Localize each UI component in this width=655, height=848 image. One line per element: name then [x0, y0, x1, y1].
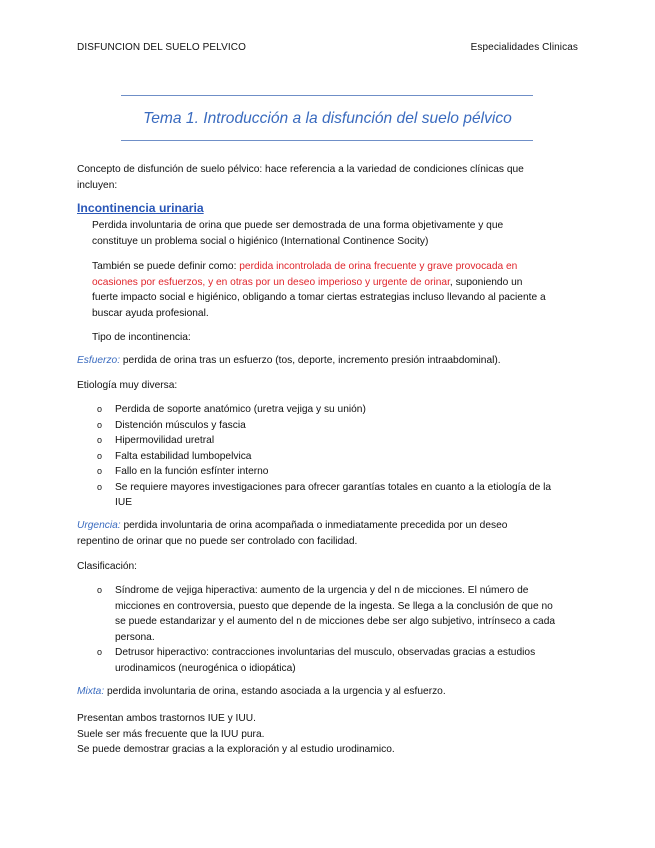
title-rule-bottom [121, 140, 533, 141]
urgencia-label: Urgencia: [77, 520, 121, 531]
etiologia-list [93, 402, 579, 511]
list-item: o Falta estabilidad lumbopelvica [93, 449, 579, 465]
tipo-label: Tipo de incontinencia: [92, 332, 191, 343]
page-title: Tema 1. Introducción a la disfunción del suelo pélvico [143, 110, 512, 127]
urgencia-paragraph [77, 518, 577, 549]
clasificacion-list [93, 583, 579, 676]
header-right: Especialidades Clinicas [470, 42, 578, 53]
list-item: o Síndrome de vejiga hiperactiva: aumento de la urgencia y del n de micciones. El número de micciones en controversia, puesto que depende de la ingesta. Se llega a la conclusión de que no se puede estandarizar y el aumento del n de micciones debe ser algo subjetivo, intrínseco a cada persona. [97, 585, 556, 643]
clasificacion-label: Clasificación: [77, 561, 138, 572]
mixta-paragraph [77, 684, 577, 700]
definition-paragraph [92, 218, 577, 249]
list-item: o Distención músculos y fascia [93, 418, 579, 434]
closing-paragraph [77, 711, 577, 758]
bullet-icon: o [97, 419, 103, 430]
definition-line-1: Perdida involuntaria de orina que puede ser demostrada de una forma objetivamente y que [92, 220, 504, 231]
alt-definition-highlight-2: ocasiones por esfuerzos, y en otras por un deseo imperioso y urgente de orinar [92, 276, 450, 288]
section-heading: Incontinencia urinaria [77, 201, 204, 215]
intro-paragraph [77, 162, 577, 193]
alt-definition-suffix: , suponiendo un [449, 276, 523, 288]
bullet-icon: o [97, 450, 103, 461]
mixta-text: perdida involuntaria de orina, estando asociada a la urgencia y al esfuerzo. [104, 686, 446, 697]
bullet-icon: o [97, 404, 103, 414]
definition-line-2: constituye un problema social o higiénico (International Continence Socity) [92, 235, 429, 247]
list-item: o Detrusor hiperactivo: contracciones involuntarias del musculo, observadas gracias a estudios urodinamicos (neurogénica o idiopática) [97, 647, 536, 674]
etiologia-label: Etiología muy diversa: [77, 380, 178, 391]
intro-line-2: incluyen: [77, 179, 118, 191]
closing-line-2: Suele ser más frecuente que la IUU pura. [77, 728, 265, 740]
closing-line-3: Se puede demostrar gracias a la exploración y al estudio urodinamico. [77, 744, 395, 755]
esfuerzo-label: Esfuerzo: [77, 355, 121, 366]
urgencia-line-1: Urgencia: perdida involuntaria de orina acompañada o inmediatamente precedida por un deseo [77, 520, 508, 531]
urgencia-line-2: repentino de orinar que no puede ser controlado con facilidad. [77, 535, 358, 547]
alt-definition-prefix: También se puede definir como: [92, 261, 240, 272]
alt-definition-paragraph [92, 259, 577, 321]
list-item: o Fallo en la función esfínter interno [93, 464, 579, 480]
bullet-icon: o [97, 481, 103, 492]
title-rule-top [121, 95, 533, 96]
mixta-label: Mixta: [77, 686, 105, 697]
alt-definition-line-4: buscar ayuda profesional. [92, 307, 209, 319]
list-item: o Hipermovilidad uretral [93, 433, 579, 449]
alt-definition-line-3: fuerte impacto social e higiénico, obligando a tomar ciertas estrategias incluso llevando al paciente a [92, 292, 546, 303]
list-item-continuation: IUE [115, 497, 132, 508]
closing-line-1: Presentan ambos trastornos IUE y IUU. [77, 713, 256, 724]
list-item: o Se requiere mayores investigaciones para ofrecer garantías totales en cuanto a la etiología de la IUE [97, 481, 552, 508]
list-item: o Perdida de soporte anatómico (uretra vejiga y su unión) [93, 402, 579, 418]
header-left: DISFUNCION DEL SUELO PELVICO [77, 42, 246, 53]
bullet-icon: o [97, 647, 103, 657]
alt-definition-line-1 [92, 259, 577, 275]
esfuerzo-paragraph [77, 353, 577, 369]
bullet-icon: o [97, 466, 103, 476]
alt-definition-highlight-1: perdida incontrolada de orina frecuente y grave provocada en [239, 261, 518, 272]
bullet-icon: o [97, 435, 103, 445]
bullet-icon: o [97, 585, 103, 595]
alt-definition-line-2 [92, 275, 577, 291]
esfuerzo-text: perdida de orina tras un esfuerzo (tos, deporte, incremento presión intraabdominal). [120, 355, 501, 366]
intro-line-1: Concepto de disfunción de suelo pélvico: hace referencia a la variedad de condiciones clínicas que [77, 164, 524, 175]
